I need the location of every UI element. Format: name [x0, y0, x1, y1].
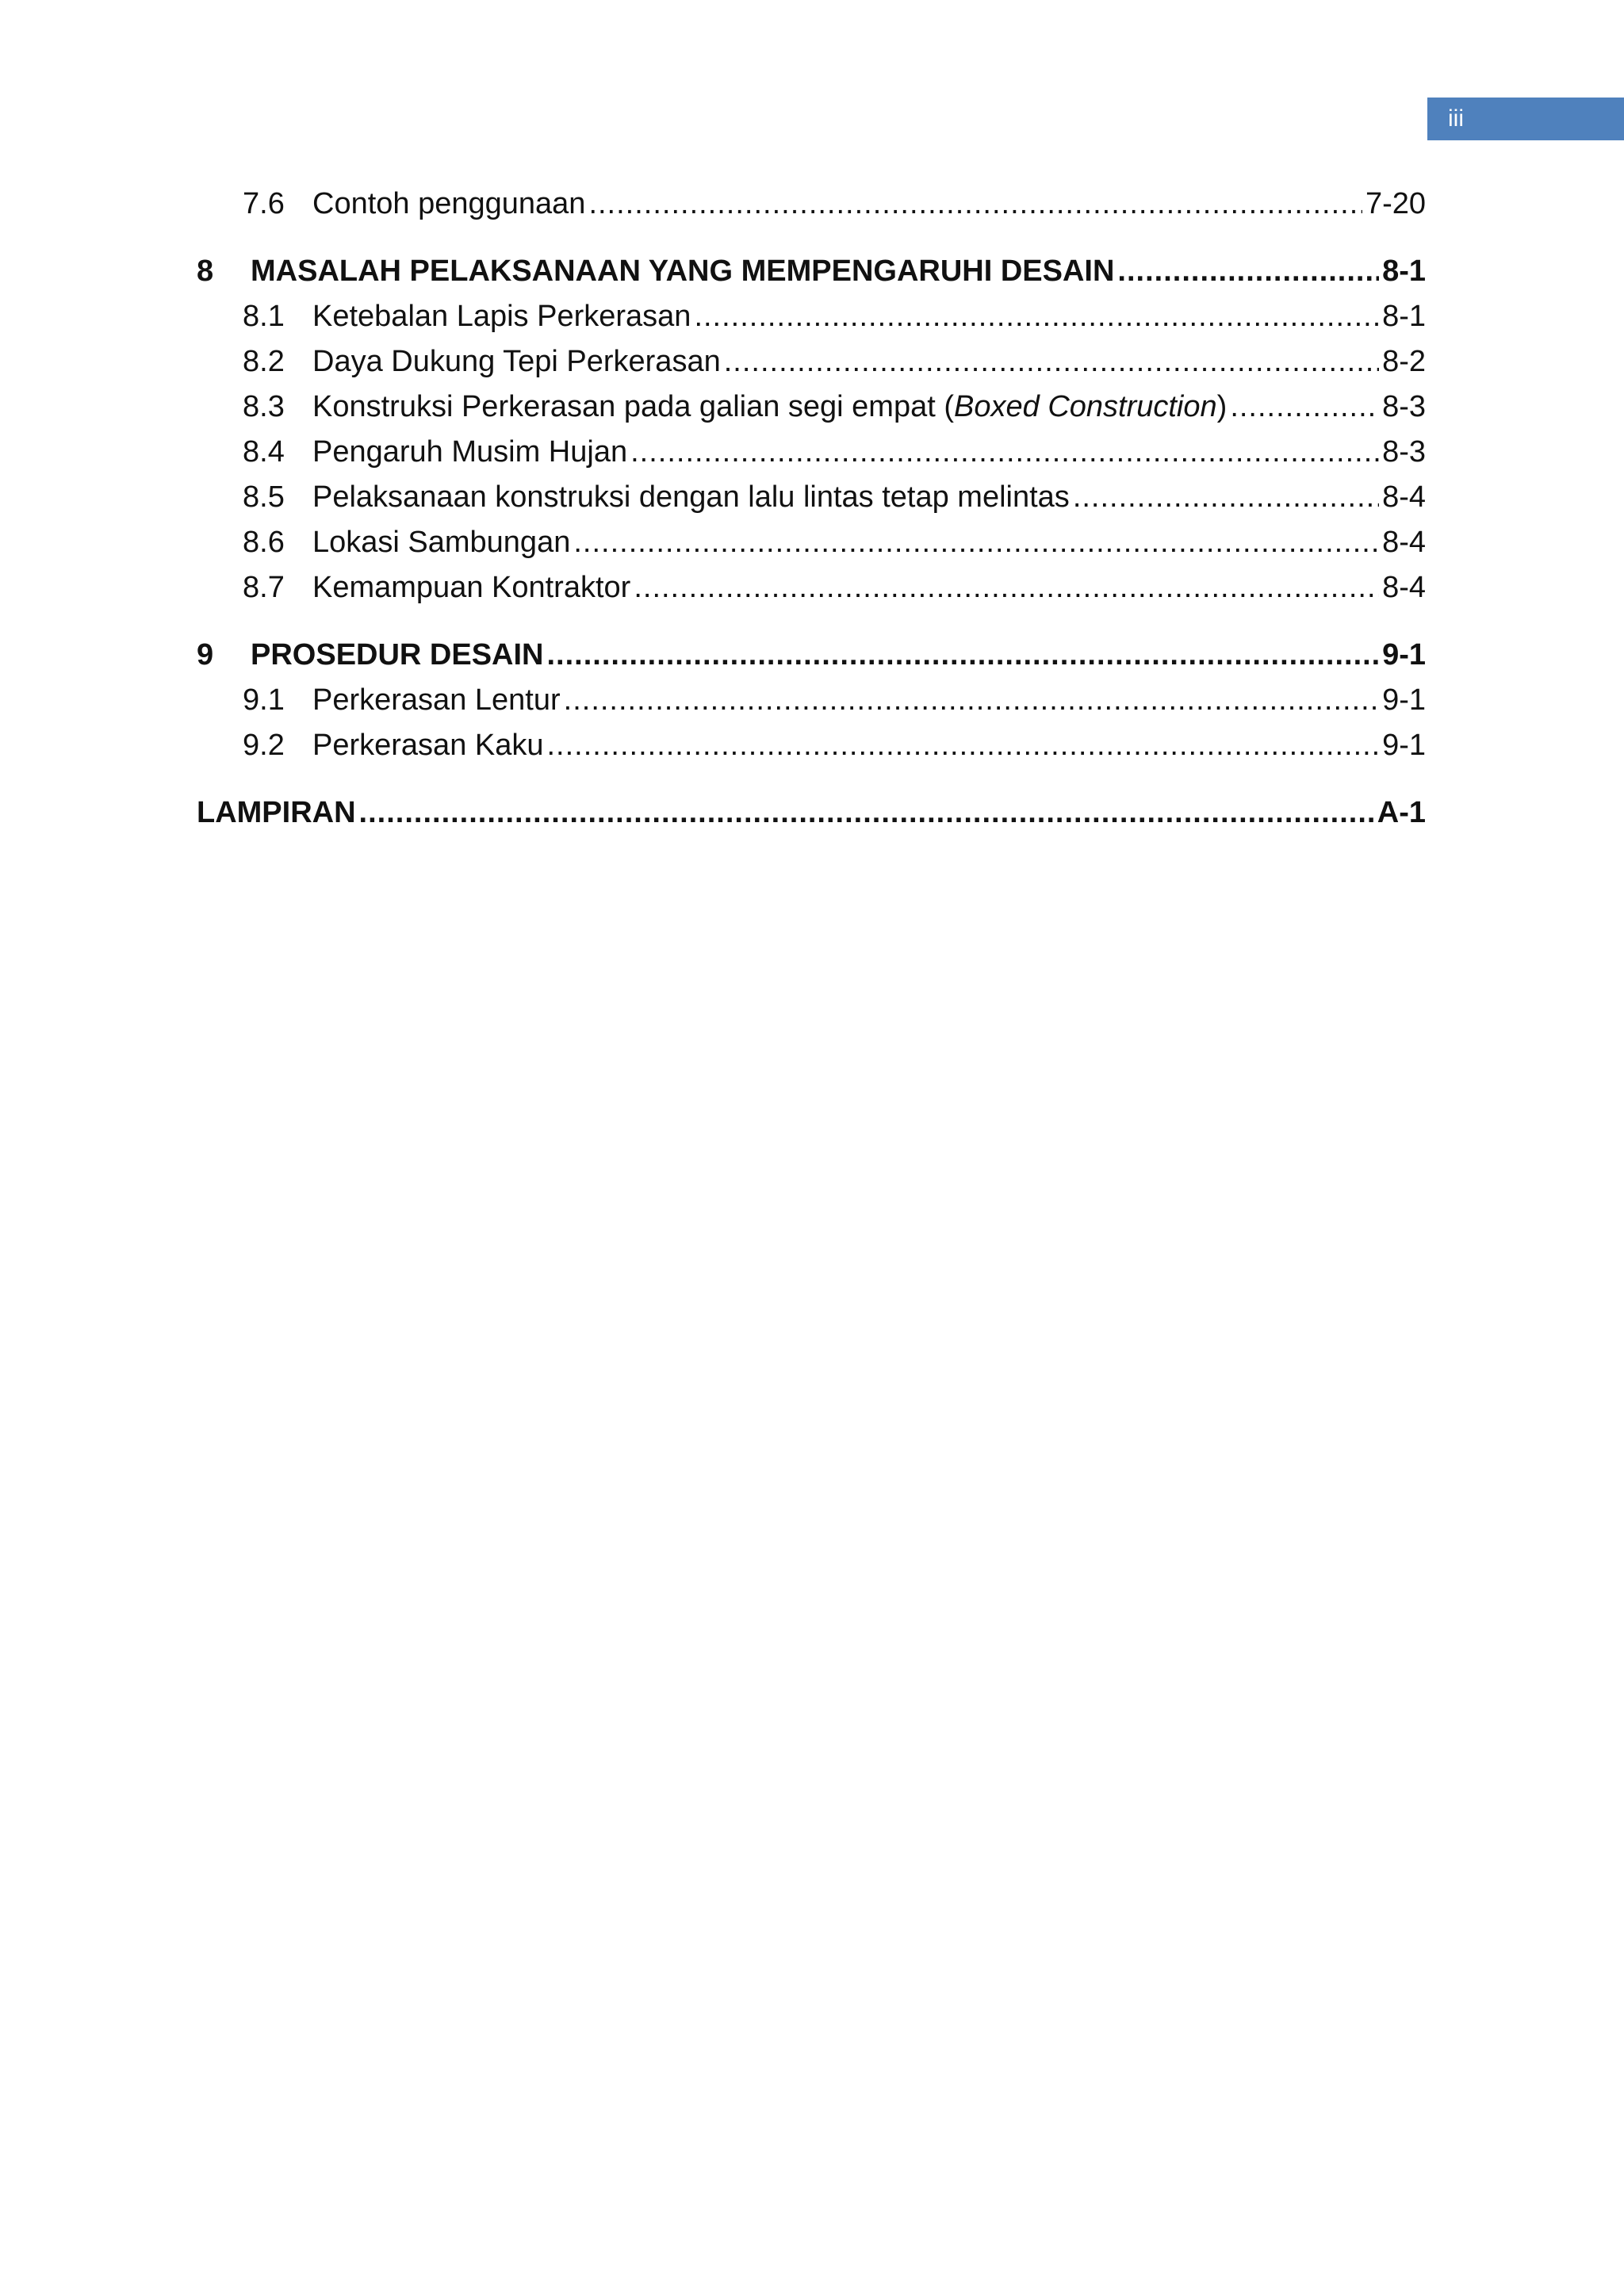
dot-leader — [573, 526, 1379, 560]
toc-entry-9-2[interactable] — [197, 729, 1426, 774]
toc-entry-number: 9.2 — [243, 729, 285, 762]
toc-entry-9-1[interactable] — [197, 683, 1426, 729]
dot-leader — [694, 300, 1379, 334]
toc-chapter-title: MASALAH PELAKSANAAN YANG MEMPENGARUHI DESAIN — [251, 254, 1115, 288]
toc-chapter-9[interactable] — [197, 638, 1426, 683]
toc-lampiran-title: LAMPIRAN — [197, 796, 356, 829]
page-number: iii — [1448, 105, 1464, 132]
toc-entry-page: 8-3 — [1382, 390, 1426, 423]
dot-leader — [547, 729, 1380, 763]
toc-entry-8-6[interactable] — [197, 526, 1426, 571]
toc-entry-page: 8-4 — [1382, 571, 1426, 604]
toc-entry-page: 8-2 — [1382, 345, 1426, 378]
toc-entry-number: 8.5 — [243, 480, 285, 514]
toc-entry-title: Daya Dukung Tepi Perkerasan — [312, 345, 721, 378]
toc-entry-page: 9-1 — [1382, 683, 1426, 717]
dot-leader — [547, 638, 1380, 672]
toc-entry-title-italic: Boxed Construction — [954, 390, 1217, 423]
toc-entry-title: Perkerasan Kaku — [312, 729, 544, 762]
toc-chapter-number: 9 — [197, 638, 214, 672]
toc-chapter-page: 9-1 — [1382, 638, 1426, 672]
toc-chapter-8[interactable] — [197, 254, 1426, 300]
dot-leader — [724, 345, 1379, 379]
toc-entry-number: 8.1 — [243, 300, 285, 333]
toc-entry-page: 8-4 — [1382, 526, 1426, 559]
dot-leader — [564, 683, 1379, 718]
toc-entry-title: Ketebalan Lapis Perkerasan — [312, 300, 691, 333]
toc-entry-title: Pelaksanaan konstruksi dengan lalu lintas tetap melintas — [312, 480, 1070, 514]
toc-entry-title: Perkerasan Lentur — [312, 683, 561, 717]
toc-entry-8-2[interactable] — [197, 345, 1426, 390]
dot-leader — [588, 187, 1362, 221]
toc-entry-title: Pengaruh Musim Hujan — [312, 435, 628, 469]
toc-entry-8-7[interactable] — [197, 571, 1426, 616]
toc-entry-page: 8-3 — [1382, 435, 1426, 469]
toc-chapter-page: 8-1 — [1382, 254, 1426, 288]
toc-lampiran[interactable] — [197, 796, 1426, 841]
toc-chapter-title: PROSEDUR DESAIN — [251, 638, 544, 672]
toc-entry-number: 8.4 — [243, 435, 285, 469]
toc-entry-8-1[interactable] — [197, 300, 1426, 345]
dot-leader — [1230, 390, 1379, 424]
toc-entry-page: 9-1 — [1382, 729, 1426, 762]
toc-entry-title: Contoh penggunaan — [312, 187, 586, 220]
toc-entry-number: 7.6 — [243, 187, 285, 220]
toc-chapter-number: 8 — [197, 254, 214, 288]
dot-leader — [359, 796, 1374, 830]
toc-entry-8-5[interactable] — [197, 480, 1426, 526]
toc-entry-number: 8.3 — [243, 390, 285, 423]
toc-entry-number: 8.7 — [243, 571, 285, 604]
dot-leader — [630, 435, 1379, 469]
toc-entry-page: 7-20 — [1365, 187, 1426, 220]
dot-leader — [1073, 480, 1379, 515]
toc-entry-title — [312, 390, 1227, 424]
page-number-tab — [1427, 98, 1624, 140]
toc-entry-number: 8.6 — [243, 526, 285, 559]
toc-lampiran-page: A-1 — [1377, 796, 1426, 829]
toc-entry-page: 8-1 — [1382, 300, 1426, 333]
toc-entry-title-part: ) — [1216, 390, 1228, 423]
toc-entry-title-part: Konstruksi Perkerasan pada galian segi empat ( — [312, 390, 955, 423]
toc-entry-title: Kemampuan Kontraktor — [312, 571, 631, 604]
toc-entry-title: Lokasi Sambungan — [312, 526, 571, 559]
toc-entry-number: 9.1 — [243, 683, 285, 717]
table-of-contents — [197, 187, 1426, 841]
toc-entry-7-6[interactable] — [197, 187, 1426, 232]
toc-entry-number: 8.2 — [243, 345, 285, 378]
toc-entry-8-3[interactable] — [197, 390, 1426, 435]
dot-leader — [1117, 254, 1379, 289]
dot-leader — [634, 571, 1379, 605]
toc-entry-8-4[interactable] — [197, 435, 1426, 480]
toc-entry-page: 8-4 — [1382, 480, 1426, 514]
